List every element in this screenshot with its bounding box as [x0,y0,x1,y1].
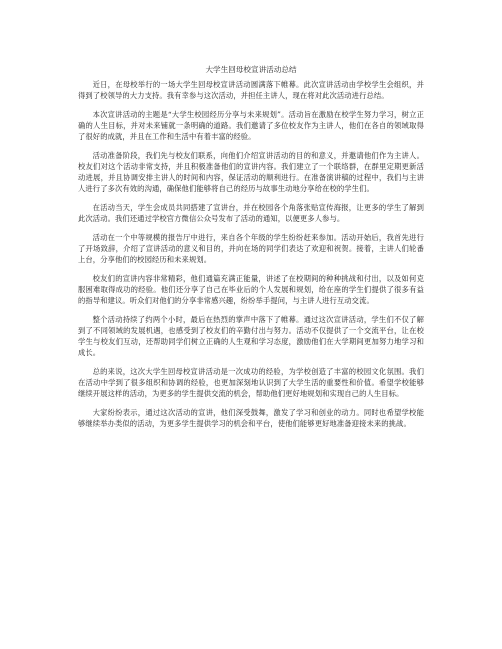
paragraph-1: 近日，在母校举行的一场大学生回母校宣讲活动圆满落下帷幕。此次宣讲活动由学校学生会组织，并得到了校领导的大力支持。我有幸参与这次活动，并担任主讲人，现在将对此次活动进行总结。 [78,80,424,100]
paragraph-2: 本次宣讲活动的主题是“大学生校园经历分享与未来规划”。活动旨在激励在校学生努力学习，树立正确的人生目标，并对未来铺就一条明确的道路。我们邀请了多位校友作为主讲人，他们在各自的领域取得了很好的成就，并且在工作和生活中有着丰富的经验。 [78,110,424,141]
paragraph-8: 总的来说，这次大学生回母校宣讲活动是一次成功的经验，为学校创造了丰富的校园文化氛围。我们在活动中学到了很多组织和协调的经验，也更加深刻地认识到了大学生活的重要性和价值。希望学校能够继续开展这样的活动，为更多的学生提供交流的机会，帮助他们更好地规划和实现自己的人生目标。 [78,367,424,398]
paragraph-5: 活动在一个中等规模的报告厅中进行，来自各个年级的学生纷纷赶来参加。活动开始后，我首先进行了开场致辞，介绍了宣讲活动的意义和目的，并向在场的同学们表达了欢迎和祝贺。接着，主讲人们轮番上台，分享他们的校园经历和未来规划。 [78,233,424,264]
paragraph-3: 活动准备阶段，我们先与校友们联系，向他们介绍宣讲活动的目的和意义，并邀请他们作为主讲人。校友们对这个活动非常支持，并且积极准备他们的宣讲内容。我们建立了一个联络群，在群里定期更新活动进展，并且协调安排主讲人的时间和内容，保证活动的顺利进行。在准备演讲稿的过程中，我们与主讲人进行了多次有效的沟通，确保他们能够将自己的经历与故事生动地分享给在校的学生们。 [78,151,424,193]
paragraph-7: 整个活动持续了约两个小时，最后在热烈的掌声中落下了帷幕。通过这次宣讲活动，学生们不仅了解到了不同领域的发展机遇，也感受到了校友们的辛勤付出与努力。活动不仅提供了一个交流平台，让在校学生与校友们互动，还帮助同学们树立正确的人生观和学习态度，激励他们在大学期间更加努力地学习和成长。 [78,315,424,357]
paragraph-6: 校友们的宣讲内容非常精彩，他们通篇充满正能量，讲述了在校期间的种种挑战和付出，以及如何克服困难取得成功的经验。他们还分享了自己在毕业后的个人发展和规划，给在座的学生们提供了很多有益的指导和建议。听众们对他们的分享非常感兴趣，纷纷举手提问，与主讲人进行互动交流。 [78,274,424,305]
document-body [78,79,424,429]
paragraph-4: 在活动当天，学生会成员共同搭建了宣讲台，并在校园各个角落张贴宣传海报，让更多的学生了解到此次活动。我们还通过学校官方微信公众号发布了活动的通知，以便更多人参与。 [78,203,424,223]
document-title: 大学生回母校宣讲活动总结 [205,65,297,74]
paragraph-9: 大家纷纷表示，通过这次活动的宣讲，他们深受鼓舞，激发了学习和创业的动力。同时也希望学校能够继续举办类似的活动，为更多学生提供学习的机会和平台，使他们能够更好地准备迎接未来的挑战。 [78,408,424,428]
